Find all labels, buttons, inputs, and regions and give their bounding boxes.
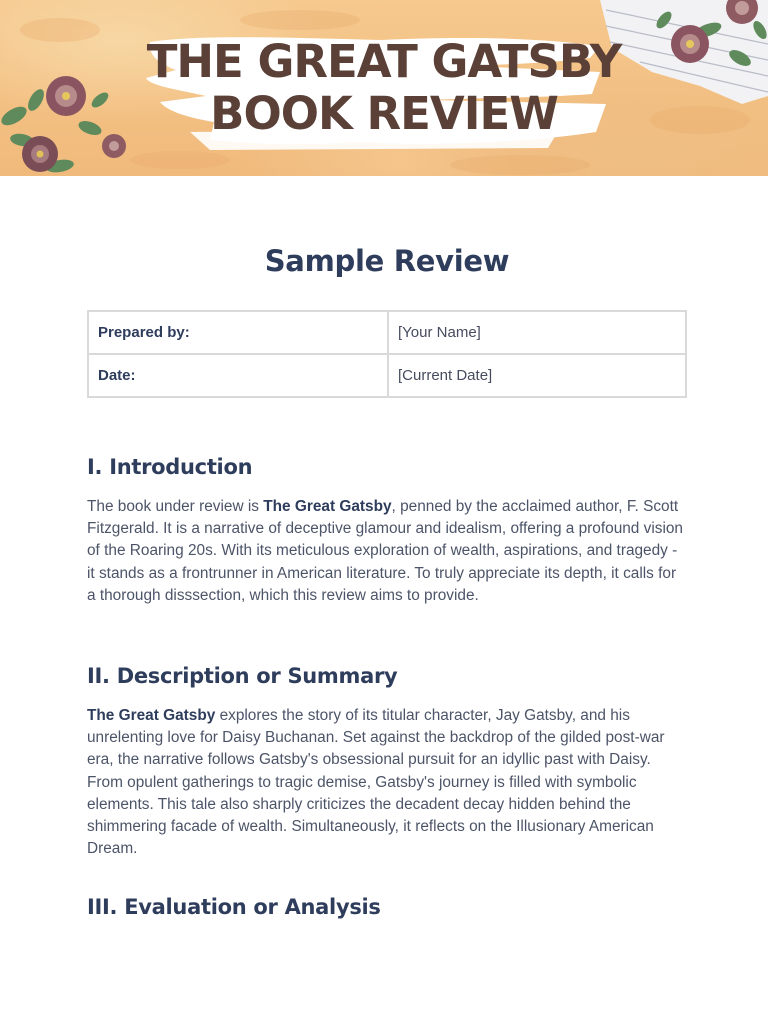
- banner-title-line1: THE GREAT GATSBY: [146, 35, 622, 88]
- header-banner: [0, 0, 768, 176]
- section-heading-introduction: I. Introduction: [87, 455, 253, 479]
- prepared-by-label: Prepared by:: [88, 311, 388, 354]
- section-paragraph-introduction: [87, 496, 687, 607]
- date-label: Date:: [88, 354, 388, 397]
- book-title-bold: The Great Gatsby: [263, 498, 392, 515]
- prepared-by-value: [Your Name]: [388, 311, 686, 354]
- section-heading-summary: II. Description or Summary: [87, 664, 398, 688]
- section-heading-evaluation: III. Evaluation or Analysis: [87, 895, 381, 919]
- meta-table: [87, 310, 687, 398]
- section-paragraph-summary: [87, 705, 687, 860]
- table-row: [88, 354, 686, 397]
- table-row: [88, 311, 686, 354]
- date-value: [Current Date]: [388, 354, 686, 397]
- banner-title-line2: BOOK REVIEW: [210, 87, 558, 140]
- paragraph-text: explores the story of its titular character, Jay Gatsby, and his unrelenting love for Daisy Buchanan. Set against the backdrop of the gilded post-war era, the narrative follows Gatsby's obsessional pursuit for an idyllic past with Daisy. From opulent gatherings to tragic demise, Gatsby's journey is filled with symbolic elements. This tale also sharply criticizes the decadent decay hidden behind the shimmering facade of wealth. Simultaneously, it reflects on the Illusionary American Dream.: [87, 707, 665, 858]
- book-title-bold: The Great Gatsby: [87, 707, 216, 724]
- page-title: Sample Review: [264, 244, 510, 278]
- paragraph-text: The book under review is: [87, 498, 264, 515]
- paragraph-text: , penned by the acclaimed author, F. Scott Fitzgerald. It is a narrative of deceptive glamour and idealism, offering a profound vision of the Roaring 20s. With its meticulous exploration of wealth, aspirations, and tragedy - it stands as a frontrunner in American literature. To truly appreciate its depth, it calls for a thorough disssection, which this review aims to provide.: [87, 498, 683, 604]
- banner-title: [0, 36, 768, 140]
